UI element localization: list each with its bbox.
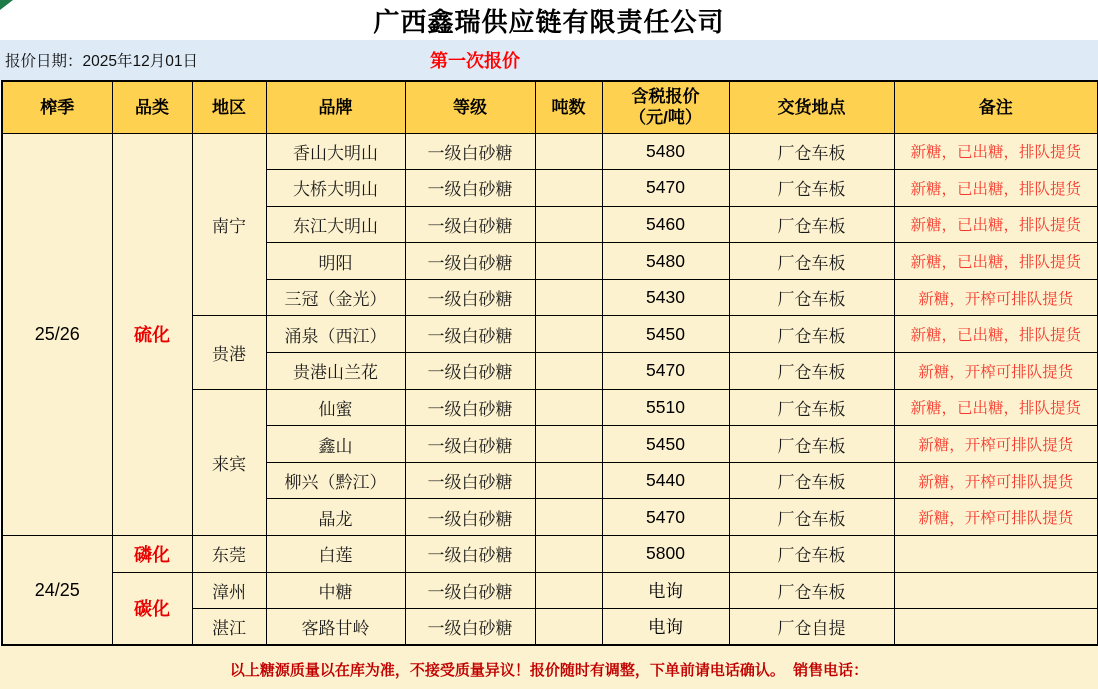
col-brand: 品牌	[266, 81, 405, 133]
tons-cell	[535, 133, 602, 170]
price-cell: 电询	[602, 572, 729, 609]
price-cell: 5470	[602, 170, 729, 207]
region-cell: 漳州	[192, 572, 266, 609]
grade-cell: 一级白砂糖	[405, 499, 535, 536]
footer-notice: 以上糖源质量以在库为准，不接受质量异议！报价随时有调整，下单前请电话确认。 销售电话：	[229, 662, 869, 680]
remark-cell: 新糖，已出糖，排队提货	[894, 243, 1098, 280]
delivery-cell: 厂仓车板	[729, 206, 894, 243]
table-header-row	[2, 81, 1098, 133]
price-cell: 5430	[602, 279, 729, 316]
remark-cell	[894, 609, 1098, 646]
delivery-cell: 厂仓车板	[729, 133, 894, 170]
delivery-cell: 厂仓车板	[729, 243, 894, 280]
delivery-cell: 厂仓车板	[729, 316, 894, 353]
remark-cell: 新糖，开榨可排队提货	[894, 279, 1098, 316]
tons-cell	[535, 499, 602, 536]
col-price-line1: 含税报价	[631, 87, 700, 106]
tons-cell	[535, 426, 602, 463]
remark-cell: 新糖，已出糖，排队提货	[894, 170, 1098, 207]
remark-cell: 新糖，开榨可排队提货	[894, 499, 1098, 536]
price-cell: 5480	[602, 243, 729, 280]
brand-cell: 三冠（金光）	[266, 279, 405, 316]
brand-cell: 白莲	[266, 536, 405, 573]
grade-cell: 一级白砂糖	[405, 316, 535, 353]
table-row	[2, 536, 1098, 573]
grade-cell: 一级白砂糖	[405, 536, 535, 573]
tons-cell	[535, 462, 602, 499]
tons-cell	[535, 609, 602, 646]
price-cell: 5460	[602, 206, 729, 243]
brand-cell: 大桥大明山	[266, 170, 405, 207]
brand-cell: 香山大明山	[266, 133, 405, 170]
tons-cell	[535, 206, 602, 243]
region-cell: 南宁	[192, 133, 266, 316]
tons-cell	[535, 243, 602, 280]
tons-cell	[535, 170, 602, 207]
delivery-cell: 厂仓自提	[729, 609, 894, 646]
price-cell: 5480	[602, 133, 729, 170]
col-tons: 吨数	[535, 81, 602, 133]
delivery-cell: 厂仓车板	[729, 572, 894, 609]
col-region: 地区	[192, 81, 266, 133]
category-cell: 硫化	[112, 133, 192, 536]
price-table	[1, 80, 1098, 646]
grade-cell: 一级白砂糖	[405, 206, 535, 243]
price-cell: 电询	[602, 609, 729, 646]
season-cell: 24/25	[2, 536, 112, 646]
price-cell: 5510	[602, 389, 729, 426]
grade-cell: 一级白砂糖	[405, 426, 535, 463]
region-cell: 贵港	[192, 316, 266, 389]
category-cell: 碳化	[112, 572, 192, 645]
col-price-line2: （元/吨）	[629, 108, 702, 128]
remark-cell: 新糖，开榨可排队提货	[894, 462, 1098, 499]
region-cell: 湛江	[192, 609, 266, 646]
brand-cell: 柳兴（黔江）	[266, 462, 405, 499]
col-season: 榨季	[2, 81, 112, 133]
tons-cell	[535, 572, 602, 609]
remark-cell	[894, 536, 1098, 573]
price-cell: 5470	[602, 499, 729, 536]
info-bar	[0, 40, 1098, 80]
brand-cell: 仙蜜	[266, 389, 405, 426]
grade-cell: 一级白砂糖	[405, 133, 535, 170]
brand-cell: 明阳	[266, 243, 405, 280]
col-category: 品类	[112, 81, 192, 133]
tons-cell	[535, 353, 602, 390]
delivery-cell: 厂仓车板	[729, 279, 894, 316]
brand-cell: 客路甘岭	[266, 609, 405, 646]
company-title: 广西鑫瑞供应链有限责任公司	[373, 6, 725, 37]
brand-cell: 晶龙	[266, 499, 405, 536]
delivery-cell: 厂仓车板	[729, 389, 894, 426]
footer-notice-bar	[0, 646, 1098, 689]
table-row	[2, 572, 1098, 609]
category-cell: 磷化	[112, 536, 192, 573]
grade-cell: 一级白砂糖	[405, 279, 535, 316]
remark-cell: 新糖，已出糖，排队提货	[894, 389, 1098, 426]
delivery-cell: 厂仓车板	[729, 353, 894, 390]
brand-cell: 贵港山兰花	[266, 353, 405, 390]
brand-cell: 东江大明山	[266, 206, 405, 243]
col-grade: 等级	[405, 81, 535, 133]
grade-cell: 一级白砂糖	[405, 572, 535, 609]
delivery-cell: 厂仓车板	[729, 499, 894, 536]
tons-cell	[535, 316, 602, 353]
delivery-cell: 厂仓车板	[729, 170, 894, 207]
delivery-cell: 厂仓车板	[729, 426, 894, 463]
tons-cell	[535, 389, 602, 426]
price-cell: 5470	[602, 353, 729, 390]
grade-cell: 一级白砂糖	[405, 243, 535, 280]
col-delivery: 交货地点	[729, 81, 894, 133]
brand-cell: 中糖	[266, 572, 405, 609]
brand-cell: 涌泉（西江）	[266, 316, 405, 353]
tons-cell	[535, 279, 602, 316]
delivery-cell: 厂仓车板	[729, 462, 894, 499]
title-bar	[0, 0, 1098, 40]
corner-wedge-icon	[0, 0, 13, 10]
grade-cell: 一级白砂糖	[405, 389, 535, 426]
remark-cell: 新糖，已出糖，排队提货	[894, 316, 1098, 353]
quote-date: 报价日期：2025年12月01日	[5, 53, 198, 70]
quote-round-label: 第一次报价	[430, 51, 520, 71]
delivery-cell: 厂仓车板	[729, 536, 894, 573]
tons-cell	[535, 536, 602, 573]
col-remark: 备注	[894, 81, 1098, 133]
remark-cell: 新糖，已出糖，排队提货	[894, 206, 1098, 243]
grade-cell: 一级白砂糖	[405, 609, 535, 646]
grade-cell: 一级白砂糖	[405, 353, 535, 390]
remark-cell: 新糖，开榨可排队提货	[894, 426, 1098, 463]
region-cell: 来宾	[192, 389, 266, 535]
col-price	[602, 81, 729, 133]
remark-cell: 新糖，已出糖，排队提货	[894, 133, 1098, 170]
price-cell: 5440	[602, 462, 729, 499]
grade-cell: 一级白砂糖	[405, 462, 535, 499]
season-cell: 25/26	[2, 133, 112, 536]
region-cell: 东莞	[192, 536, 266, 573]
brand-cell: 鑫山	[266, 426, 405, 463]
remark-cell: 新糖，开榨可排队提货	[894, 353, 1098, 390]
remark-cell	[894, 572, 1098, 609]
table-row	[2, 133, 1098, 170]
grade-cell: 一级白砂糖	[405, 170, 535, 207]
price-cell: 5800	[602, 536, 729, 573]
price-cell: 5450	[602, 316, 729, 353]
price-cell: 5450	[602, 426, 729, 463]
